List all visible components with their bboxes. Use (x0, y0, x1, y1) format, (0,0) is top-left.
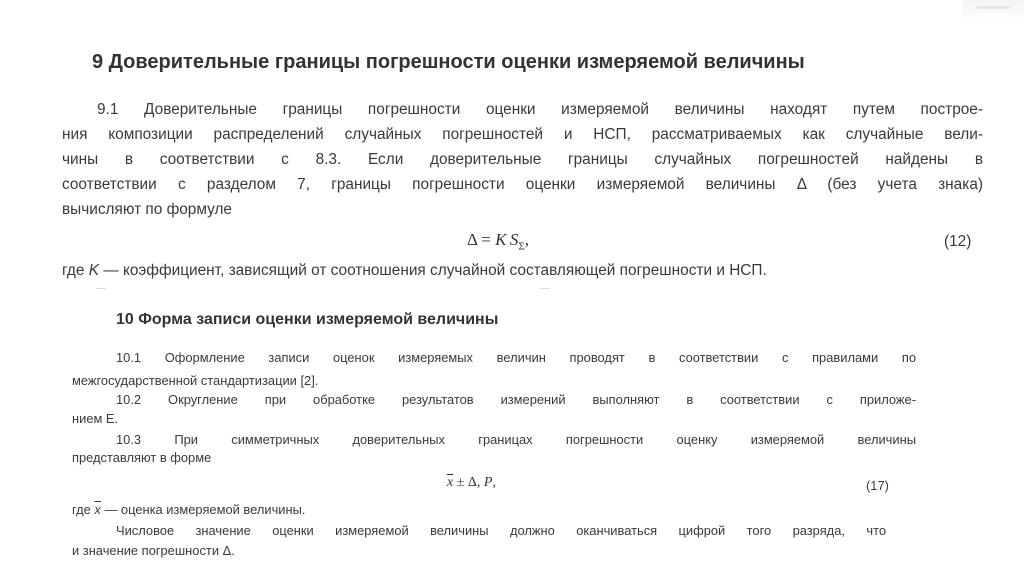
section-9-para-line-2: ния композиции распределений случайных погрешностей и НСП, рассматриваемых как случайные вели- (62, 126, 983, 143)
formula-12-s: S (509, 230, 519, 249)
equation-number-12: (12) (944, 233, 972, 250)
section-10-line-1: 10.1 Оформление записи оценок измеряемых величин проводят в соответствии с правилами по (116, 350, 916, 365)
formula-17-xbar: $\overline{x}$ (447, 475, 454, 490)
section-10-title: 10 Форма записи оценки измеряемой величины (116, 311, 499, 328)
where-prefix: где (62, 262, 89, 279)
formula-12-tail: , (524, 230, 529, 249)
section-9-where-line (62, 262, 767, 280)
formula-12 (467, 230, 529, 252)
section-10-last-line-2: и значение погрешности Δ. (72, 543, 235, 558)
section-10-line-6: представляют в форме (72, 450, 212, 465)
formula-17-mid: ± Δ, (453, 475, 484, 490)
section-10-line-4: нием Е. (72, 411, 119, 426)
slide-corner-decoration (962, 0, 1024, 22)
formula-12-sub: Σ (518, 240, 525, 253)
section-10-line-5: 10.3 При симметричных доверительных границах погрешности оценку измеряемой величины (116, 432, 916, 447)
section-9-para-line-4: соответствии с разделом 7, границы погрешности оценки измеряемой величины Δ (без учета знака) (62, 176, 983, 193)
formula-17-p: P (483, 475, 493, 490)
section-10-line-2: межгосударственной стандартизации [2]. (72, 373, 319, 388)
where-prefix: где (72, 502, 95, 517)
section-10-line-3: 10.2 Округление при обработке результатов измерений выполняют в соответствии с приложе- (116, 392, 916, 407)
formula-17 (447, 475, 496, 491)
section-9-para-line-5: вычисляют по формуле (62, 201, 232, 218)
formula-12-lhs: Δ = (467, 230, 496, 249)
faint-line (96, 288, 106, 289)
where-text: — оценка измеряемой величины. (100, 502, 306, 517)
section-10-where-line (72, 502, 305, 517)
where-text: — коэффициент, зависящий от соотношения случайной составляющей погрешности и НСП. (99, 262, 767, 279)
where-var-xbar: $\overline{x}$ (94, 502, 101, 517)
section-9-para-line-3: чины в соответствии с 8.3. Если доверительные границы случайных погрешностей найдены в (62, 151, 983, 168)
where-var-k: K (88, 262, 100, 279)
formula-12-k: K (495, 230, 507, 249)
equation-number-17: (17) (866, 478, 889, 493)
section-9-para-line-1: 9.1 Доверительные границы погрешности оценки измеряемой величины находят путем построе- (97, 101, 983, 118)
formula-17-tail: , (492, 475, 496, 490)
section-10-last-line-1: Числовое значение оценки измеряемой величины должно оканчиваться цифрой того разряда, что (116, 523, 886, 538)
faint-line (540, 288, 550, 289)
section-9-title: 9 Доверительные границы погрешности оценки измеряемой величины (92, 51, 805, 73)
